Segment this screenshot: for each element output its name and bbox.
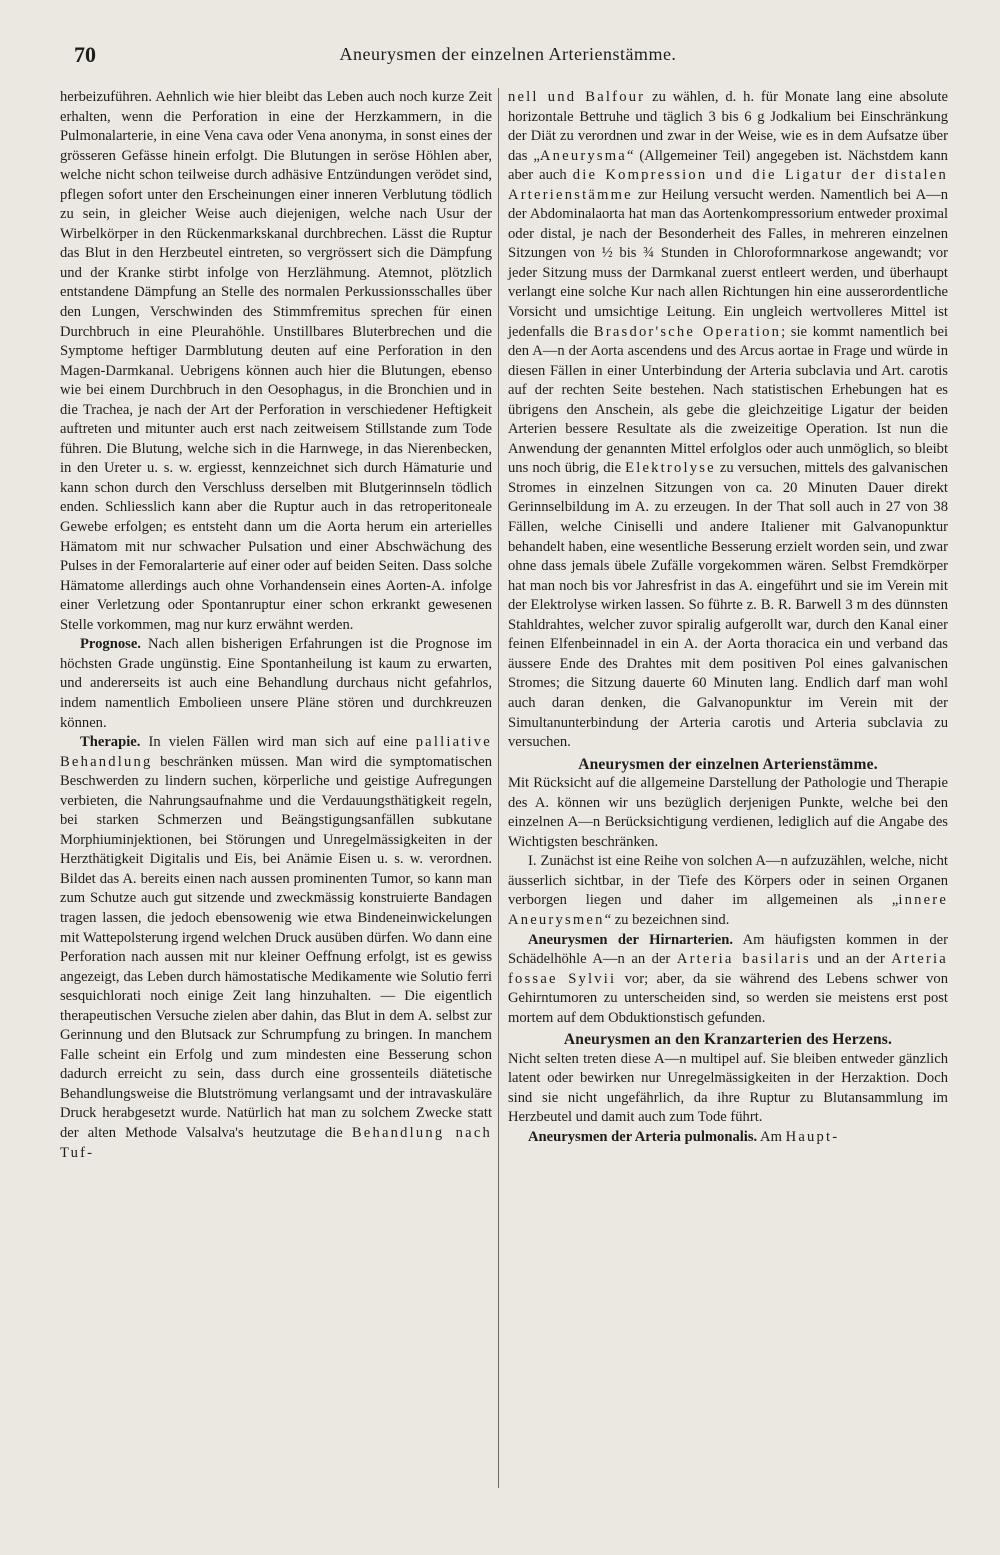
therapie-emphasis-2: Behandlung nach Tuf- <box>60 1124 492 1161</box>
column-divider <box>498 88 499 1488</box>
text-r4a: Am häufigsten kommen in der Schädelhöhle A—n an der <box>508 931 948 968</box>
therapie-emphasis-1: palliative Behandlung <box>60 734 492 770</box>
paragraph-continuation <box>508 88 948 753</box>
text-r3b: “ zu bezeichnen sind. <box>604 911 730 928</box>
therapie-label: Therapie. <box>80 734 141 751</box>
text-r1b: “ (Allgemeiner Teil) angegeben ist. Nächstdem kann aber auch <box>508 147 948 184</box>
paragraph-intro: Mit Rücksicht auf die allgemeine Darstellung der Pathologie und Therapie des A. können wir uns bezüglich derjenigen Punkte, welche bei den einzelnen A—n Berücksichtigung verdienen, lediglich auf die Angabe des Wichtigsten beschränken. <box>508 775 948 850</box>
paragraph-hirnarterien <box>508 931 948 1029</box>
emphasis-brasdor: Brasdor'sche Operation <box>593 323 782 340</box>
text-r3a: I. Zunächst ist eine Reihe von solchen A—n aufzuzählen, welche, nicht äusserlich sichtbar, in der Tiefe des Körpers oder in seinen Organen verborgen liegen und daher im allgemeinen als „ <box>508 853 948 909</box>
therapie-text-1: In vielen Fällen wird man sich auf eine <box>140 734 416 751</box>
page-number: 70 <box>74 42 96 67</box>
text-r1a: zu wählen, d. h. für Monate lang eine absolute horizontale Bettruhe und täglich 3 bis 6 g Jodkalium bei Einschränkung der Diät zu verordnen und zwar in der Weise, wie es in dem Aufsatze über das „ <box>508 89 948 164</box>
text-r1e: zu versuchen, mittels des galvanischen Stromes in einzelnen Sitzungen von ca. 20 Minuten Dauer direkt Gerinnselbildung im A. zu erzeugen. In der That soll auch in 27 von 38 Fällen, welche Ciniselli und andere Italiener mit Galvanopunktur behandelt haben, eine wesentliche Besserung erzielt worden sein, und zwar ohne dass jemals übele Zufälle vorgekommen wären. Selbst Fremdkörper hat man noch bis vor Jahresfrist in das A. eingeführt und sie im Verein mit der Elektrolyse wirken lassen. So führte z. B. R. Barwell 3 m des dünnsten Stahldrahtes, welcher zuvor spiralig aufgerollt war, durch den Kanal einer feinen Elfenbeinnadel in ein A. der Aorta thoracica ein und verband das äussere Ende des Drahtes mit dem positiven Pol eines galvanischen Stromes; die Sitzung dauerte 60 Minuten lang. Endlich darf man wohl auch daran denken, die Galvanopunktur im Verein mit der Simultanunterbindung der Arteria carotis und Arteria subclavia zu versuchen. <box>508 460 948 751</box>
emphasis-innere: innere Aneurysmen <box>508 892 948 928</box>
emphasis-haupt: Haupt- <box>785 1128 840 1145</box>
text-r1d: ; sie kommt namentlich bei den A—n der Aorta ascendens und des Arcus aortae in Frage und würde in diesen Fällen in einer Unterbindung der Arteria subclavia und Art. carotis auf der rechten Seite bestehen. Nach statistischen Erhebungen hat es übrigens den Anschein, als gebe die gleichzeitige Ligatur der beiden Arterien bessere Resultate als die zweizeitige Operation. Ist nun die Anwendung der genannten Mittel erfolglos oder auch unmöglich, so bleibt uns noch übrig, die <box>508 323 949 477</box>
emphasis-sylvii: Arteria fossae Sylvii <box>508 951 948 987</box>
left-column <box>60 88 492 1163</box>
prognose-label: Prognose. <box>80 636 141 653</box>
text-r1c: zur Heilung versucht werden. Namentlich bei A—n der Abdominalaorta hat man das Aortenkompressorium entweder proximal oder distal, je nach der Besonderheit des Falles, in mehreren einzelnen Sitzungen von ½ bis ¾ Stunden in Chloroformnarkose angewandt; vor jeder Sitzung muss der Darmkanal zuerst entleert werden, und überhaupt verlangt eine solche Kur nach allen Richtungen hin eine ausserordentliche Vorsicht und umsichtige Leitung. Ein ungleich wertvolleres Mittel ist jedenfalls die <box>508 186 948 340</box>
paragraph-innere <box>508 852 948 930</box>
paragraph-kranzarterien: Nicht selten treten diese A—n multipel auf. Sie bleiben entweder gänzlich latent oder bewirken nur Unregelmässigkeiten in der Herzaktion. Doch sind sie nicht ungefährlich, da ihre Ruptur zu Blutansammlung im Herzbeutel und damit auch zum Tode führt. <box>508 1050 948 1126</box>
heading-kranzarterien: Aneurysmen an den Kranzarterien des Herzens. <box>563 1031 893 1049</box>
heading-pulmonalis: Aneurysmen der Arteria pulmonalis. <box>528 1128 758 1145</box>
right-column <box>508 88 948 1148</box>
running-title: Aneurysmen der einzelnen Arterienstämme. <box>339 44 677 64</box>
paragraph-pulmonalis <box>508 1128 948 1148</box>
text-r6a: Am <box>757 1128 786 1145</box>
emphasis-kompression: die Kompression und die Ligatur der distalen Arterienstämme <box>508 167 948 203</box>
text-r4c: vor; aber, da sie während des Lebens schwer von Gehirntumoren zu unterscheiden sind, so werden sie meistens erst post mortem auf dem Obduktionstisch gefunden. <box>508 970 948 1026</box>
paragraph-prognose <box>60 635 492 733</box>
therapie-text-2: beschränken müssen. Man wird die symptomatischen Beschwerden zu lindern suchen, körperliche und geistige Aufregungen verbieten, die Nahrungsaufnahme und die Verdauungsthätigkeit regeln, bei starken Schmerzen und Beängstigungsanfällen subkutane Morphiuminjektionen, bei Störungen und Unregelmässigkeiten in der Herzthätigkeit Digitalis und Eis, bei Anämie Eisen u. s. w. verordnen. Bildet das A. bereits einen nach aussen prominenten Tumor, so kann man zum Schutze auch gut sitzende und zweckmässig konstruierte Bandagen tragen lassen, die jedoch ebensowenig wie etwa Bindeneinwickelungen mit Wattepolsterung irgend welchen Druck ausüben dürfen. Wo dann eine Perforation nach aussen mit nur kleiner Oeffnung erfolgt, ist es gewiss angezeigt, das Leben durch hämostatische Medikamente wie Solutio ferri sesquichlorati noch einige Zeit lang hinzuhalten. — Die eigentlich therapeutischen Versuche zielen aber dahin, das Blut in dem A. selbst zur Gerinnung und den Blutsack zur Schrumpfung zu bringen. In manchem Falle scheint ein Erfolg und zum mindesten eine Besserung schon dadurch erreicht zu sein, dass durch eine grossenteils diätetische Behandlungsweise die Blutströmung verlangsamt und der intravaskuläre Druck herabgesetzt wurde. Natürlich hat man zu solchem Zwecke statt der alten Methode Valsalva's heutzutage die <box>60 753 492 1141</box>
text-r4b: und an der <box>810 951 892 968</box>
section-heading-arterienstaemme: Aneurysmen der einzelnen Arterienstämme. <box>578 755 878 773</box>
paragraph-therapie <box>60 733 492 1163</box>
emphasis-tufnell: nell und Balfour <box>508 89 646 105</box>
page-header <box>68 42 948 76</box>
paragraph-rupture: herbeizuführen. Aehnlich wie hier bleibt das Leben auch noch kurze Zeit erhalten, wenn die Perforation in eine der Herzkammern, in die Pulmonalarterie, in eine Vena cava oder Vena anonyma, in sonst eines der grösseren Gefässe hinein erfolgt. Die Blutungen in seröse Höhlen aber, welche nicht schon teilweise durch adhäsive Entzündungen verödet sind, pflegen sofort unter den Erscheinungen einer inneren Verblutung tödlich zu sein, in gleicher Weise auch diejenigen, welche nach Usur der Wirbelkörper in den Rückenmarkskanal durchbrechen. Lässt die Ruptur das Blut in den Herzbeutel eintreten, so vergrössert sich die Dämpfung und der Kranke stirbt infolge von Herzlähmung. Atemnot, plötzlich entstandene Dämpfung an Stelle des normalen Perkussionsschalles über den Lungen, Verschwinden des Stimmfremitus sprechen für einen Durchbruch in eine Pleurahöhle. Unstillbares Bluterbrechen und die Symptome heftiger Darmblutung deuten auf eine Perforation in den Magen-Darmkanal. Uebrigens können auch hier die Blutungen, ebenso wie bei einem Durchbruch in den Oesophagus, in die Bronchien und in die Trachea, je nach der Art der Perforation in verschiedener Heftigkeit auftreten und mitunter auch erst nach zeitweisem Stillstande zum Tode führen. Die Blutung, welche sich in die Harnwege, in das Nierenbecken, in den Ureter u. s. w. ergiesst, kennzeichnet sich durch Hämaturie und kann schon durch den Verschluss derselben mit Blutgerinnseln tödlich enden. Schliesslich kann aber die Ruptur auch in das retroperitoneale Gewebe erfolgen; es entsteht dann um die Aorta herum ein arterielles Hämatom mit nur schwacher Pulsation und einer Abschwächung des Pulses in der Femoralarterie auf einer oder auf beiden Seiten. Dass solche Hämatome allerdings auch ohne Vorhandensein eines Aorten-A. infolge einer Verletzung oder Spontanruptur einer schon erkrankt gewesenen Stelle vorkommen, mag nur kurz erwähnt werden. <box>60 89 492 633</box>
heading-hirnarterien: Aneurysmen der Hirnarterien. <box>528 931 733 948</box>
emphasis-aneurysma: Aneurysma <box>539 147 627 164</box>
prognose-text: Nach allen bisherigen Erfahrungen ist die Prognose im höchsten Grade ungünstig. Eine Spontanheilung ist kaum zu erwarten, und andererseits ist auch eine Behandlung durchaus nicht gefahrlos, indem namentlich Embolieen unsere Pläne stören und durchkreuzen können. <box>60 636 492 731</box>
emphasis-basilaris: Arteria basilaris <box>676 951 811 968</box>
emphasis-elektrolyse: Elektrolyse <box>625 460 716 477</box>
